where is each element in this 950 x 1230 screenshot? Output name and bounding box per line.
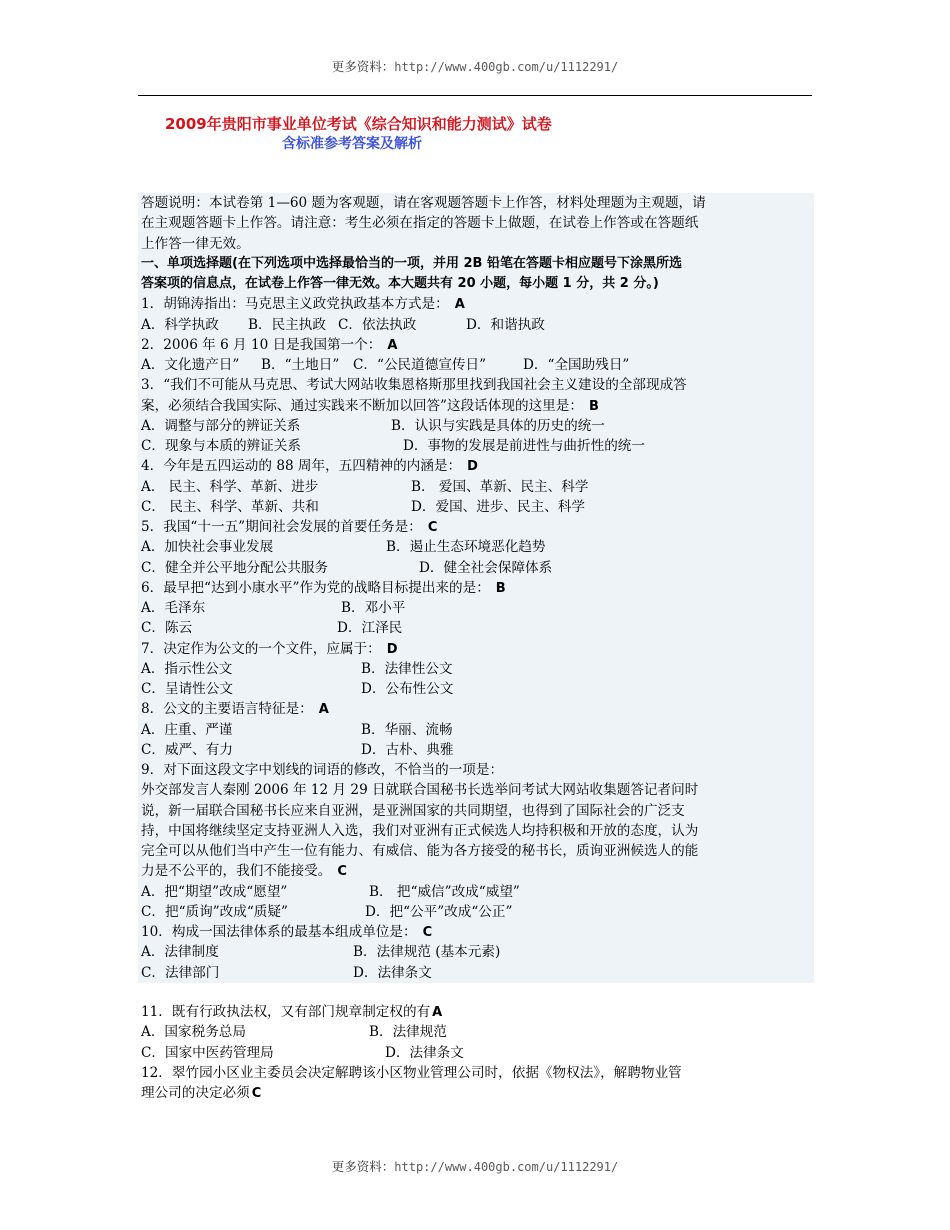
question-text: 理公司的决定必须 [141,1085,250,1101]
question-text: 4．今年是五四运动的 88 周年，五四精神的内涵是： [141,458,462,475]
question-4-options [138,477,814,497]
question-text: 力是不公平的，我们不能接受。 [141,863,332,880]
option: A．国家税务总局 [141,1024,246,1041]
page-header [0,57,950,75]
answer-key: B [588,398,599,414]
option: C．健全并公平地分配公共服务 [141,559,329,576]
answer-key: B [495,580,506,596]
question-4 [138,456,814,476]
question-9-passage: 说，新一届联合国秘书长应来自亚洲，是亚洲国家的共同期望，也得到了国际社会的广泛支 [141,802,685,819]
document-subtitle: 含标准参考答案及解析 [282,136,422,152]
exam-body-continued [138,1002,814,1103]
footer-url-link[interactable]: http://www.400gb.com/u/1112291/ [394,1160,619,1174]
option: D．“全国助残日” [523,357,630,373]
question-2 [138,335,814,355]
option: A．法律制度 [141,944,219,961]
option: B．法律规范 [369,1024,447,1041]
answer-key: A [318,702,329,718]
option: A．调整与部分的辨证关系 [141,417,301,434]
option: A．指示性公文 [141,660,233,677]
question-5-options [138,558,814,578]
answer-key: C [251,1086,262,1101]
option: C．陈云 [141,620,193,637]
option: D．法律条文 [353,964,432,981]
option: B．华丽、流畅 [361,721,453,738]
question-11-options [138,1022,814,1042]
question-3-options [138,416,814,436]
answer-key: C [337,864,347,880]
question-9: 9．对下面这段文字中划线的词语的修改，不恰当的一项是： [141,762,504,778]
question-text: 8．公文的主要语言特征是： [141,701,313,718]
option: C．呈请性公文 [141,681,233,697]
answer-key: C [427,520,438,535]
option: A．文化遗产日” [141,357,240,373]
page-footer [0,1157,950,1175]
option: B．法律性公文 [361,660,453,677]
header-prefix: 更多资料： [331,59,395,74]
option: A．加快社会事业发展 [141,539,274,556]
answer-key: C [422,925,433,940]
question-9-passage: 持，中国将继续坚定支持亚洲人入选，我们对亚洲有正式候选人均持积极和开放的态度，认为 [141,822,699,839]
option: B．认识与实践是具体的历史的统一 [391,417,605,434]
question-2-options [138,355,814,375]
question-text: 1．胡锦涛指出：马克思主义政党执政基本方式是： [141,296,449,313]
header-divider [138,95,812,96]
header-url-link[interactable]: http://www.400gb.com/u/1112291/ [394,60,619,74]
question-text: 案，必须结合我国实际、通过实践来不断加以回答”这段话体现的这里是： [141,397,583,414]
answer-key: D [386,641,398,657]
question-8 [138,699,814,719]
answer-key: D [467,459,478,475]
option: B．邓小平 [341,600,406,616]
question-3-options [138,436,814,456]
option: D．爱国、进步、民主、科学 [411,498,586,515]
option: A．庄重、严谨 [141,721,233,738]
option: A． 民主、科学、革新、进步 [141,478,319,495]
option: C．把“质询”改成“质疑” [141,903,288,920]
option: D．事物的发展是前进性与曲折性的统一 [403,438,645,454]
option: B．“土地日” [261,357,340,373]
question-6-options [138,598,814,618]
question-7-options [138,659,814,679]
instructions-line: 上作答一律无效。 [141,235,250,252]
question-12: 12．翠竹园小区业主委员会决定解聘该小区物业管理公司时，依据《物权法》，解聘物业管 [141,1064,682,1081]
option: D．把“公平”改成“公正” [365,903,513,920]
option: C．“公民道德宣传日” [353,357,487,373]
question-11-options [138,1043,814,1063]
question-6 [138,578,814,598]
question-text: 6．最早把“达到小康水平”作为党的战略目标提出来的是： [141,579,490,596]
question-6-options [138,618,814,638]
footer-prefix: 更多资料： [331,1159,395,1174]
question-1-options [138,315,814,335]
question-3-cont [138,396,814,416]
question-1 [138,294,814,314]
question-7-options [138,679,814,699]
option: C．威严、有力 [141,741,233,758]
question-9-passage: 外交部发言人秦刚 2006 年 12 月 29 日就联合国秘书长选举问考试大网站收集题答记者问时 [141,782,699,799]
section-heading: 一、单项选择题(在下列选项中选择最恰当的一项，并用 2B 铅笔在答题卡相应题号下涂黑所选 [141,255,682,271]
option: D．和谐执政 [466,316,545,333]
option: A．科学执政 [141,316,219,333]
instructions-line: 在主观题答题卡上作答。请注意：考生必须在指定的答题卡上做题，在试卷上作答或在答题纸 [141,215,699,232]
option: C．国家中医药管理局 [141,1044,274,1061]
question-text: 10．构成一国法律体系的最基本组成单位是： [141,924,417,940]
question-5-options [138,537,814,557]
question-text: 7．决定作为公文的一个文件，应属于： [141,640,381,657]
option: C．现象与本质的辨证关系 [141,438,301,454]
question-10 [138,922,814,942]
instructions-line: 答题说明：本试卷第 1—60 题为客观题，请在客观题答题卡上作答，材料处理题为主观题，请 [141,195,706,211]
question-4-options [138,497,814,517]
question-11 [138,1002,814,1022]
question-10-options [138,942,814,962]
option: B．民主执政 [248,316,326,333]
option: A．把“期望”改成“愿望” [141,883,288,900]
question-8-options [138,740,814,760]
option: D．健全社会保障体系 [419,559,553,576]
option: C．法律部门 [141,964,220,981]
option: B． 把“威信”改成“威望” [369,883,520,900]
option: D．江泽民 [337,620,403,637]
option: B．法律规范 (基本元素) [353,944,501,961]
option: C．依法执政 [338,316,417,333]
option: C． 民主、科学、革新、共和 [141,498,319,515]
option: D．法律条文 [385,1044,464,1061]
option: D．古朴、典雅 [361,741,454,758]
question-text: 2．2006 年 6 月 10 日是我国第一个： [141,336,382,353]
question-9-passage-end [138,861,814,881]
question-text: 5．我国“十一五”期间社会发展的首要任务是： [141,519,422,535]
question-9-options [138,902,814,922]
question-10-options [138,963,814,983]
option: B． 爱国、革新、民主、科学 [411,478,589,495]
answer-key: A [454,297,465,313]
document-title: 2009年贵阳市事业单位考试《综合知识和能力测试》试卷 [165,115,552,133]
exam-body [138,193,814,983]
question-text: 11．既有行政执法权，又有部门规章制定权的有 [141,1004,431,1020]
question-7 [138,639,814,659]
question-5 [138,517,814,537]
question-9-passage: 完全可以从他们当中产生一位有能力、有威信、能为各方接受的秘书长，质询亚洲候选人的能 [141,843,699,859]
option: A．毛泽东 [141,600,206,616]
section-heading: 答案项的信息点，在试卷上作答一律无效。本大题共有 20 小题，每小题 1 分，共 2 分。) [141,276,659,291]
option: D．公布性公文 [361,681,454,697]
question-9-options [138,882,814,902]
answer-key: A [387,337,398,353]
question-3: 3．“我们不可能从马克思、考试大网站收集恩格斯那里找到我国社会主义建设的全部现成答 [141,377,687,394]
question-8-options [138,720,814,740]
answer-key: A [432,1005,443,1020]
option: B．遏止生态环境恶化趋势 [386,539,546,556]
question-12-cont [138,1083,814,1103]
